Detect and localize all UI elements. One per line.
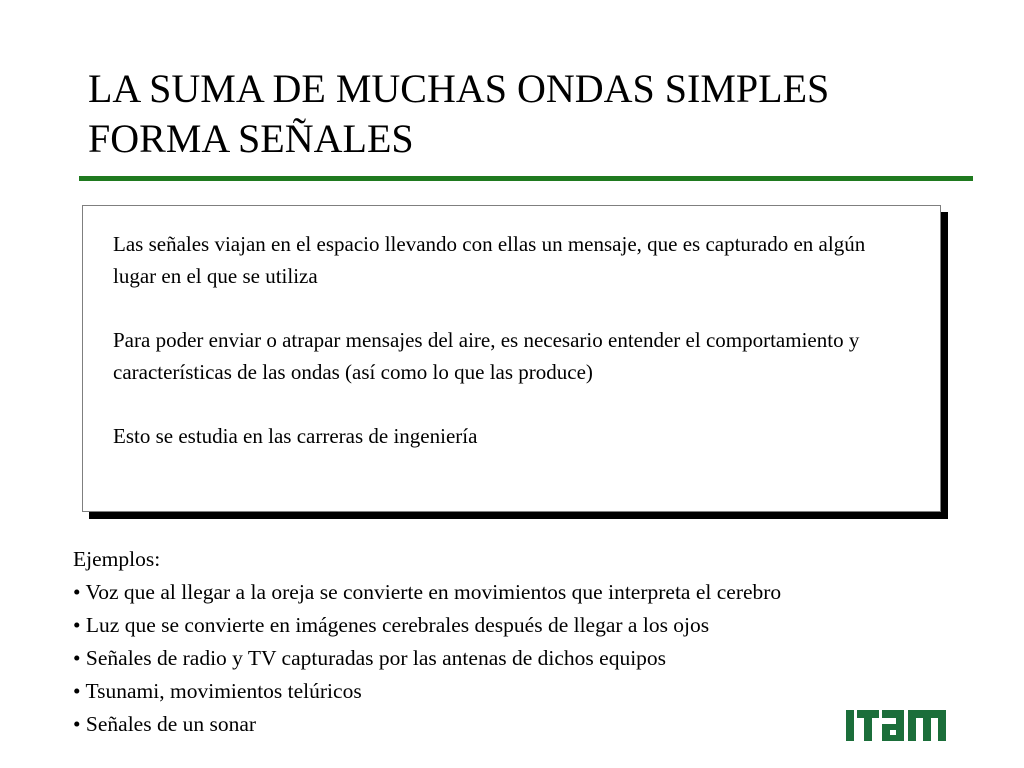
text-box-content <box>113 228 903 452</box>
box-paragraph: Las señales viajan en el espacio llevando con ellas un mensaje, que es capturado en algún lugar en el que se utiliza <box>113 232 866 288</box>
box-paragraph: Para poder enviar o atrapar mensajes del aire, es necesario entender el comportamiento y características de las ondas (así como lo que las produce) <box>113 328 860 384</box>
box-paragraph: Esto se estudia en las carreras de ingeniería <box>113 424 478 448</box>
slide-title <box>88 64 988 164</box>
example-item: • Tsunami, movimientos telúricos <box>73 679 362 703</box>
slide-title-line-1: LA SUMA DE MUCHAS ONDAS SIMPLES <box>88 66 830 111</box>
itam-logo-icon <box>846 710 946 741</box>
examples-heading: Ejemplos: <box>73 547 161 571</box>
example-item: • Voz que al llegar a la oreja se convierte en movimientos que interpreta el cerebro <box>73 580 782 604</box>
slide-title-line-2: FORMA SEÑALES <box>88 116 414 161</box>
text-box <box>82 205 941 512</box>
example-item: • Señales de radio y TV capturadas por las antenas de dichos equipos <box>73 646 667 670</box>
example-item: • Señales de un sonar <box>73 712 257 736</box>
title-divider <box>79 176 973 181</box>
example-item: • Luz que se convierte en imágenes cerebrales después de llegar a los ojos <box>73 613 710 637</box>
itam-logo <box>846 710 946 741</box>
